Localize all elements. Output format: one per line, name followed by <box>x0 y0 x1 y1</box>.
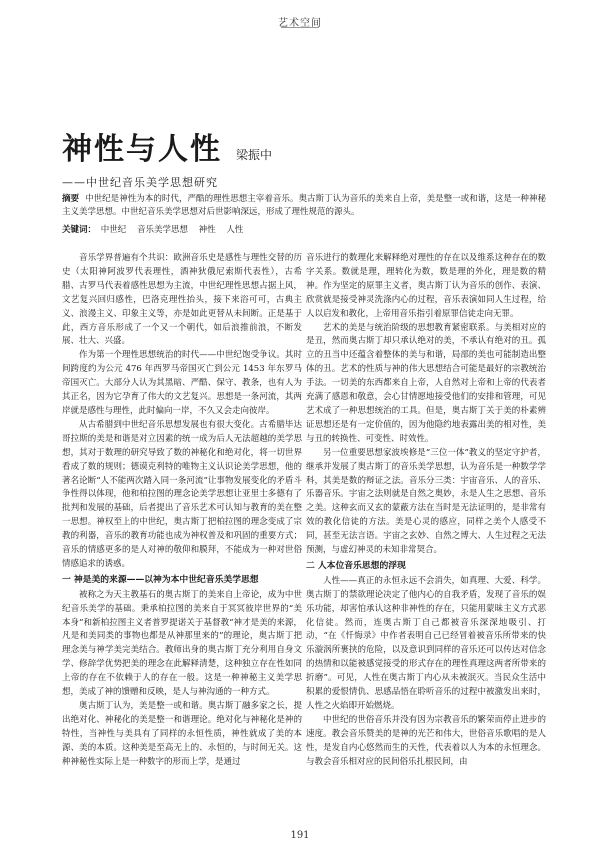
body-paragraph: 音乐进行的数理化来解释绝对理性的存在以及维系这种存在的数字关系。数就是理，理转化为数，数是理的外化，理是数的精神。作为坚定的原罪主义者，奥古斯丁认为音乐的创作、表演、欣赏就是接受神灵洗涤内心的过程，音乐表演如同人生过程，给人以启发和教化，上帝用音乐指引着原罪信徒走向无罪。 <box>306 253 546 319</box>
body-paragraph: 音乐学界普遍有个共识：欧洲音乐史是感性与理性交替的历史（太阳神阿波罗代表理性，酒神狄俄尼索斯代表性），古希腊、古罗马代表着感性思想为主流，中世纪理性思想占据上风，文艺复兴回归感性，巴洛克理性抬头，接下来浴可可，古典主义、浪漫主义、印象主义等，亦是如此更替从未间断。正是基于此，西方音乐形成了一个又一个朝代，如后浪推前浪，不断发展、壮大、兴盛。 <box>62 253 302 347</box>
body-paragraph: 从古希腊到中世纪音乐思想发展也有很大变化。古希腊毕达哥拉斯的美是和谐是对立因素的统一成为后人无法超越的美学思想，其对于数理的研究导致了数的神秘化和绝对化，将一切世界看成了数的规则；德谟克利特的唯物主义认识论美学思想，他的著名论断“人不能两次踏入同一条河流”让事物发展变化的矛盾斗争性得以体现，他和柏拉图的理念论美学思想让亚里士多德有了批判和发展的基础，后者提出了音乐艺术可认知与教育的美在整一思想。神权至上的中世纪，奥古斯丁把柏拉图的理念变成了宗教的利器，音乐的教育功能也成为神权普及和巩固的重要方式；音乐的情感更多的是人对神的敬仰和膜拜，不能成为一种对世俗情感追求的诱惑。 <box>62 419 302 569</box>
section-label: 艺术空间 <box>278 18 322 29</box>
section-heading: 一 神是美的来源——以神为本中世纪音乐美学思想 <box>62 574 259 585</box>
author-name: 梁振中 <box>236 148 273 162</box>
article-title: 神性与人性 <box>62 132 222 167</box>
body-paragraph: 奥古斯丁认为，美是整一或和谐。奥古斯丁融多家之长，提出绝对化、神秘化的美是整一和谐理论。绝对化与神秘化是神的特性，当神性与美具有了同样的永恒性质，神性就成了美的本源、美的本质。这种美是至高无上的、永恒的，与时间无关。这种神秘性实际上是一种数字的形而上学，是通过 <box>62 701 302 767</box>
keyword: 音乐美学思想 <box>136 225 188 235</box>
body-paragraph: 人性——真正的永恒永远不会消失，如真理、大爱、科学。奥古斯丁的禁欲理论决定了他内心的自我矛盾，发现了音乐的娱乐功能，却害怕承认这种非神性的存在，只能用蒙昧主义方式恶化信徒。然而，连奥古斯丁自己都被音乐深深地吸引、打动，“在《忏悔录》中作者表明自己已经冒着被音乐所带来的快乐漩涡所裹挟的危险，以及意识到同样的音乐还可以传达对信念的热情和以能被感觉接受的形式存在的理性真理这两者所带来的折磨”。可见，人性在奥古斯丁内心从未被泯灭。当民众生活中积累的爱恨情仇、思感品悟在聆听音乐的过程中被激发出来时，人性之火焰即开始燃烧。 <box>306 575 546 711</box>
title-row <box>62 124 542 168</box>
keyword: 人性 <box>226 225 244 235</box>
title-block <box>62 124 542 190</box>
body-paragraph: 中世纪的世俗音乐并没有因为宗教音乐的繁荣而停止进步的速度。教会音乐赞美的是神的光芒和伟大，世俗音乐歌唱的是人性，是发自内心悠然而生的天性，代表着以人为本的永恒理念。与教会音乐相对应的民间俗乐扎根民间，由 <box>306 714 546 767</box>
body-paragraph: 另一位重要思想家波埃修是“三位一体”教义的坚定守护者，继承并发展了奥古斯丁的音乐美学思想，认为音乐是一种数学学科，其美是数的辩证之法。音乐分三类：宇宙音乐、人的音乐、乐器音乐。宇宙之法则就是自然之奥妙，永是人生之思想、音乐之美。这种玄而又玄的蒙蔽方法在当时是无法证明的，是非常有效的教化信徒的方法。美是心灵的感应，同样之美个人感受不同，甚至无法言语。宇宙之玄妙、自然之博大、人生过程之无法预测，与虚幻神灵的未知非常契合。 <box>306 447 546 556</box>
right-column <box>306 252 546 770</box>
header-divider <box>281 27 319 28</box>
keyword: 中世纪 <box>100 225 127 235</box>
section-heading: 二 人本位音乐思想的浮现 <box>306 560 406 571</box>
page-number: 191 <box>290 830 310 841</box>
body-paragraph: 艺术的美是与统治阶级的思想教育紧密联系。与美相对应的是丑，然而奥古斯丁却只承认绝对的美，不承认有绝对的丑。孤立的丑当中还蕴含着整体的美与和谐，局部的美也可能制造出整体的丑。艺术的性质与神的伟大思想结合可能是最好的宗教统治手法。一切美的东西都来自上帝，人自然对上帝和上帝的代表者充满了感恩和敬意，会心甘情愿地接受他们的安排和管理，可见艺术成了一种思想统治的工具。但是，奥古斯丁关于美的朴素辨证思想还是有一定价值的，因为他隐约地表露出美的相对性，美与丑的转换性、可变性、时效性。 <box>306 322 546 444</box>
keyword: 神性 <box>198 225 216 235</box>
body-paragraph: 被称之为天主教基石的奥古斯丁的美来自上帝论，成为中世纪音乐美学的基础。秉承柏拉图的美来自于冥冥彼岸世界的“美本身”和新柏拉图主义者普罗提诺关于基督教“神才是美的来源，凡是和美同类的事物也都是从神那里来的”的理论，奥古斯丁把理念美与神学美完美结合。教师出身的奥古斯丁充分利用自身文学、修辞学优势把美的理念在此解释清楚，这种独立存在性如同上帝的存在不依赖于人的存在一般。这是一种神秘主义美学思想，美成了神的馈赠和反映，是人与神沟通的一种方式。 <box>62 589 302 698</box>
abstract-label: 摘要 <box>62 194 80 204</box>
abstract-text: 中世纪是神性为本的时代，严酷的理性思想主宰着音乐。奥古斯丁认为音乐的美来自上帝，美是整一或和谐，这是一种神秘主义美学思想。中世纪音乐美学思想对后世影响深远，形成了理性规范的源头。 <box>62 194 546 217</box>
keywords-label: 关键词： <box>62 225 97 235</box>
left-column <box>62 252 302 770</box>
body-paragraph: 作为第一个理性思想统治的时代——中世纪饱受争议。其时间跨度约为公元 476 年西罗马帝国灭亡到公元 1453 年东罗马帝国灭亡。大部分人认为其黑暗、严酷、保守、教条，也有人为其正名，因为它孕育了伟大的文艺复兴。思想是一条河流，其两岸就是感性与理性，此时偏向一岸，不久又会走向彼岸。 <box>62 350 302 416</box>
abstract <box>62 193 546 219</box>
article-subtitle: ——中世纪音乐美学思想研究 <box>62 176 218 189</box>
keywords <box>62 224 546 237</box>
